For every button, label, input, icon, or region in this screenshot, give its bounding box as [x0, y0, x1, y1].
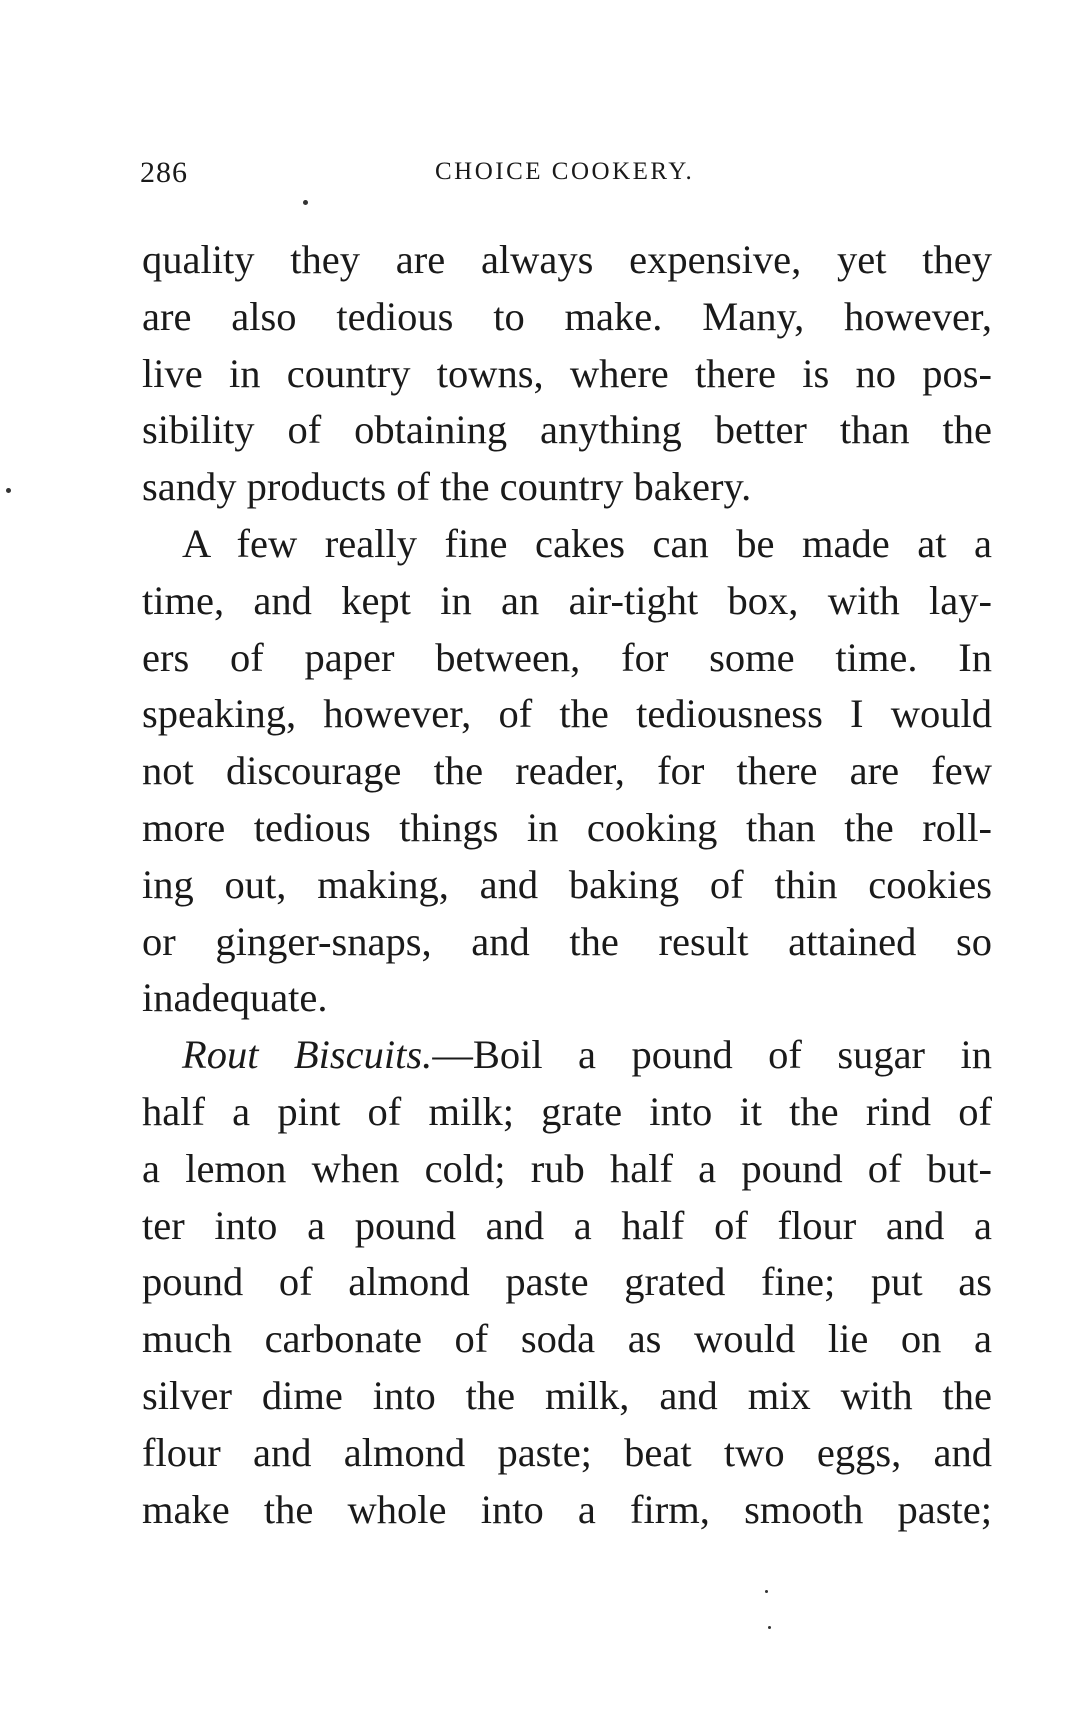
- print-speck: [768, 1626, 771, 1629]
- text-line: not discourage the reader, for there are few: [142, 748, 992, 794]
- text-line: ter into a pound and a half of flour and a: [142, 1202, 992, 1248]
- running-title: CHOICE COOKERY.: [435, 158, 695, 185]
- text-line: ing out, making, and baking of thin cookies: [142, 861, 992, 907]
- running-head: [140, 156, 1000, 196]
- text-line: speaking, however, of the tediousness I would: [142, 691, 992, 737]
- paragraph-2: [142, 516, 992, 1027]
- text-line: half a pint of milk; grate into it the rind of: [142, 1088, 992, 1134]
- text-line: sibility of obtaining anything better than the: [142, 407, 992, 453]
- text-line: or ginger-snaps, and the result attained so: [142, 918, 992, 964]
- body-text: [142, 232, 992, 1538]
- paragraph-3-recipe: [142, 1027, 992, 1538]
- text-line: sandy products of the country bakery.: [142, 464, 752, 510]
- page-number: 286: [140, 156, 188, 189]
- text-line: ers of paper between, for some time. In: [142, 634, 992, 680]
- text-line: pound of almond paste grated fine; put as: [142, 1259, 992, 1305]
- text-line: live in country towns, where there is no pos-: [142, 350, 992, 396]
- paragraph-1: [142, 232, 992, 516]
- recipe-first-line-rest: —Boil a pound of sugar in: [432, 1032, 992, 1078]
- recipe-title: Rout Biscuits.: [182, 1032, 433, 1078]
- text-line: silver dime into the milk, and mix with the: [142, 1372, 992, 1418]
- print-speck: [765, 1590, 768, 1593]
- text-line: much carbonate of soda as would lie on a: [142, 1316, 992, 1362]
- print-speck: [6, 488, 11, 493]
- text-line: quality they are always expensive, yet they: [142, 237, 992, 282]
- text-line: a lemon when cold; rub half a pound of but-: [142, 1145, 992, 1191]
- text-line: A few really fine cakes can be made at a: [182, 520, 992, 566]
- text-line: more tedious things in cooking than the roll-: [142, 804, 992, 850]
- text-line: inadequate.: [142, 975, 328, 1021]
- text-line: make the whole into a firm, smooth paste;: [142, 1486, 992, 1532]
- text-line: flour and almond paste; beat two eggs, and: [142, 1429, 992, 1475]
- recipe-first-line: [142, 1027, 992, 1084]
- print-speck: [303, 200, 308, 205]
- text-line: are also tedious to make. Many, however,: [142, 293, 992, 339]
- text-line: time, and kept in an air-tight box, with lay-: [142, 577, 992, 623]
